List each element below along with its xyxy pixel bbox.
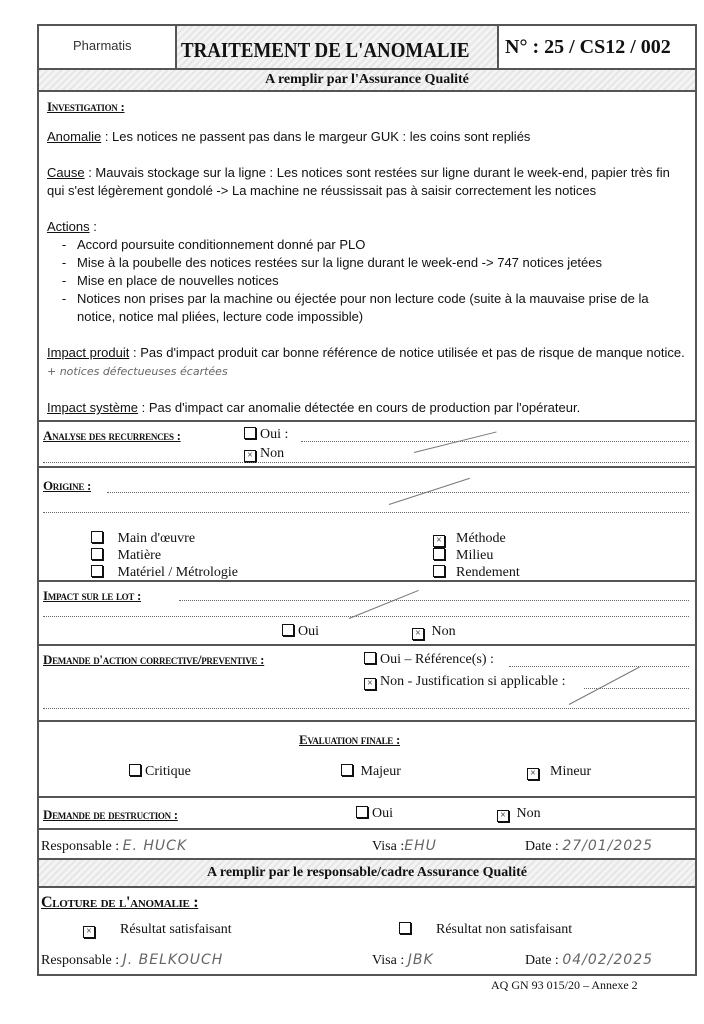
oui-label: Oui : (260, 427, 289, 442)
title-cell (175, 24, 499, 70)
checked-checkbox-icon[interactable]: × (497, 810, 509, 822)
origine-option[interactable] (433, 564, 520, 581)
action-oui-option[interactable] (364, 652, 494, 668)
non-label: Non (431, 624, 456, 639)
origine-option[interactable] (91, 530, 238, 547)
cause-label: Cause (47, 165, 85, 180)
signature-row-1 (37, 828, 697, 860)
option-label: Résultat non satisfaisant (436, 922, 573, 937)
qa-banner-text: A remplir par l'Assurance Qualité (265, 72, 469, 87)
impact-produit-paragraph (47, 344, 687, 381)
checked-checkbox-icon[interactable]: × (527, 768, 539, 780)
checkbox-icon[interactable] (341, 764, 353, 776)
cause-text: : Mauvais stockage sur la ligne : Les notices sont restées sur ligne durant le week-end, papier très fin qui s'est légèrement gondolé -> La machine ne réussissait pas à saisir correctement les notices (47, 165, 670, 198)
option-label: Milieu (456, 548, 494, 563)
logo-cell (37, 24, 177, 70)
visa-label: Visa : (372, 953, 405, 968)
checkbox-icon[interactable] (433, 565, 445, 577)
oui-label: Oui (372, 806, 393, 821)
impact-lot-oui-option[interactable] (282, 624, 319, 640)
destruction-label: Demande de destruction : (43, 807, 178, 822)
anomalie-paragraph (47, 128, 687, 146)
destruction-non-option[interactable] (497, 806, 541, 822)
action-corrective-section (37, 644, 697, 722)
option-label: Main d'œuvre (117, 531, 196, 546)
action-corrective-label: Demande d'action corrective/preventive : (43, 652, 265, 667)
impact-produit-handwritten: + notices défectueuses écartées (47, 365, 228, 378)
actions-list (47, 236, 687, 326)
origine-label: Origine : (43, 478, 91, 493)
date-value: 04/02/2025 (562, 952, 654, 968)
non-satisfaisant-option[interactable] (399, 922, 572, 938)
option-label: Matière (117, 548, 162, 563)
visa-value: JBK (407, 952, 434, 968)
satisfaisant-option[interactable] (83, 922, 232, 938)
impact-systeme-text: : Pas d'impact car anomalie détectée en cours de production par l'opérateur. (138, 400, 581, 415)
actions-label: Actions (47, 219, 90, 234)
visa-field (372, 838, 437, 855)
impact-lot-non-option[interactable] (412, 624, 456, 640)
cloture-label: Cloture de l'anomalie : (41, 894, 199, 911)
date-label: Date : (525, 839, 559, 854)
cloture-section (37, 886, 697, 976)
checkbox-icon[interactable] (399, 922, 411, 934)
cause-paragraph (47, 164, 687, 200)
investigation-section (37, 90, 697, 422)
impact-systeme-label: Impact système (47, 400, 139, 415)
oui-label: Oui (298, 624, 319, 639)
anomalie-label: Anomalie (47, 129, 102, 144)
recurrences-non-option[interactable] (244, 446, 284, 462)
impact-lot-label: Impact sur le lot : (43, 588, 142, 603)
recurrences-section (37, 420, 697, 468)
responsable-label: Responsable : (41, 953, 120, 968)
origine-option[interactable] (91, 564, 238, 581)
checkbox-icon[interactable] (91, 548, 103, 560)
origine-left-options (91, 530, 238, 581)
action-item: - Accord poursuite conditionnement donné par PLO (77, 236, 687, 254)
checkbox-icon[interactable] (356, 806, 368, 818)
checkbox-icon[interactable] (91, 531, 103, 543)
checked-checkbox-icon[interactable]: × (364, 678, 376, 690)
anomaly-number: N° : 25 / CS12 / 002 (505, 36, 671, 58)
origine-section (37, 466, 697, 582)
checked-checkbox-icon[interactable]: × (83, 926, 95, 938)
origine-option[interactable] (433, 547, 520, 564)
checked-checkbox-icon[interactable]: × (412, 628, 424, 640)
qa-banner (37, 68, 697, 92)
checkbox-icon[interactable] (129, 764, 141, 776)
origine-option[interactable] (91, 547, 238, 564)
visa-value: EHU (404, 838, 437, 854)
recurrences-label: Analyse des recurrences : (43, 428, 181, 443)
oui-label: Oui – Référence(s) : (380, 652, 494, 667)
checkbox-icon[interactable] (364, 652, 376, 664)
responsable-field (41, 952, 223, 969)
option-label: Résultat satisfaisant (120, 922, 232, 937)
action-non-option[interactable] (364, 674, 565, 690)
impact-lot-section (37, 580, 697, 646)
checkbox-icon[interactable] (433, 548, 445, 560)
non-label: Non (260, 446, 285, 461)
option-label: Majeur (360, 764, 401, 779)
visa-label: Visa : (372, 839, 405, 854)
checkbox-icon[interactable] (244, 427, 256, 439)
evaluation-section (37, 720, 697, 798)
date-value: 27/01/2025 (562, 838, 654, 854)
option-label: Critique (145, 764, 191, 779)
date-field (525, 952, 653, 969)
qa-manager-banner (37, 858, 697, 888)
checkbox-icon[interactable] (91, 565, 103, 577)
action-item: - Mise en place de nouvelles notices (77, 272, 687, 290)
origine-right-options (433, 530, 520, 581)
date-field (525, 838, 653, 855)
responsable-value: J. BELKOUCH (122, 952, 224, 968)
evaluation-option[interactable] (341, 764, 401, 780)
impact-produit-text: : Pas d'impact produit car bonne référence de notice utilisée et pas de risque de manque notice. (129, 345, 685, 360)
destruction-oui-option[interactable] (356, 806, 393, 822)
visa-field (372, 952, 434, 969)
qa-manager-banner-text: A remplir par le responsable/cadre Assurance Qualité (207, 865, 527, 880)
checkbox-icon[interactable] (282, 624, 294, 636)
evaluation-option[interactable] (527, 764, 591, 780)
destruction-section (37, 796, 697, 830)
anomalie-text: : Les notices ne passent pas dans le margeur GUK : les coins sont repliés (101, 129, 531, 144)
option-label: Méthode (456, 531, 506, 546)
form-reference: AQ GN 93 015/20 – Annexe 2 (491, 978, 638, 992)
origine-option[interactable] (433, 530, 520, 547)
actions-paragraph (47, 218, 687, 236)
impact-produit-label: Impact produit (47, 345, 130, 360)
pharmatis-logo: Pharmatis (73, 38, 132, 53)
date-label: Date : (525, 953, 559, 968)
responsable-value: E. HUCK (122, 838, 188, 854)
impact-systeme-paragraph (47, 399, 687, 417)
recurrences-oui-option[interactable] (244, 427, 288, 443)
non-label: Non - Justification si applicable : (380, 674, 566, 689)
form-title: TRAITEMENT DE L'ANOMALIE (181, 38, 470, 62)
action-item: - Notices non prises par la machine ou éjectée pour non lecture code (suite à la mauvaise prise de la notice, notice mal pliées, lecture code impossible) (77, 290, 687, 326)
action-item: - Mise à la poubelle des notices restées sur la ligne durant le week-end -> 747 notices jetées (77, 254, 687, 272)
option-label: Matériel / Métrologie (117, 565, 239, 580)
non-label: Non (516, 806, 541, 821)
option-label: Mineur (550, 764, 592, 779)
responsable-label: Responsable : (41, 839, 120, 854)
responsable-field (41, 838, 187, 855)
checked-checkbox-icon[interactable]: × (244, 450, 256, 462)
number-cell (497, 24, 697, 70)
evaluation-label: Evaluation finale : (299, 732, 400, 747)
investigation-heading: Investigation : (47, 99, 125, 114)
actions-suffix: : (89, 219, 97, 234)
evaluation-option[interactable] (129, 764, 191, 780)
option-label: Rendement (456, 565, 520, 580)
checked-checkbox-icon[interactable]: × (433, 535, 445, 547)
